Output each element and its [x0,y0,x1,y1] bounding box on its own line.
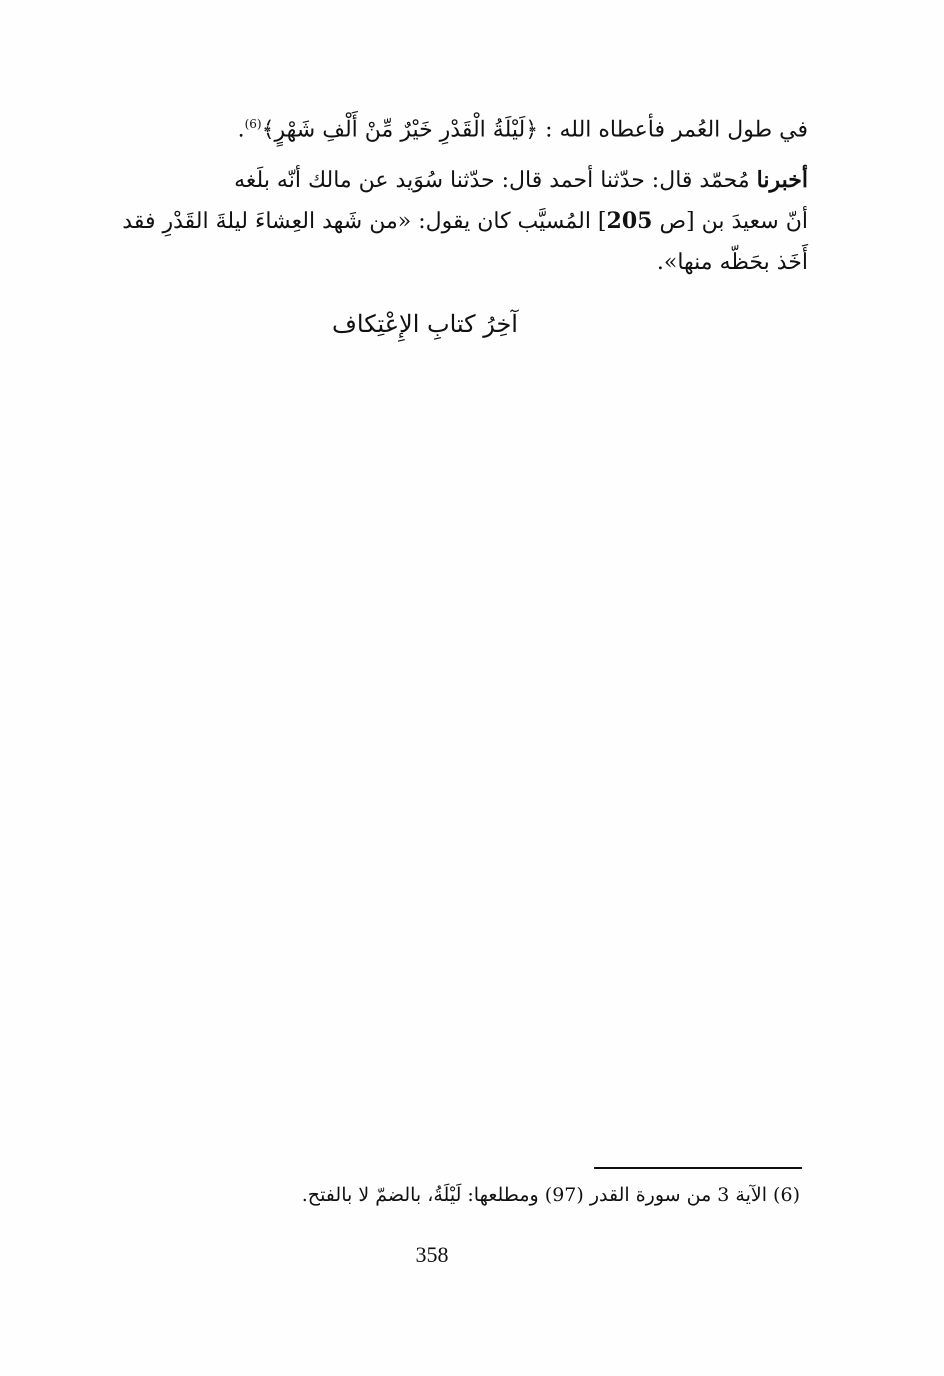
text-line-4 [70,242,808,283]
footnote-divider [594,1167,802,1169]
text-segment: أنّ سعيدَ بن [ص [659,209,808,234]
text-segment: أَخَذ بحَظّه منها». [656,250,808,275]
narration-lead: أخبرنا [756,167,808,193]
manuscript-page-ref: 205 [606,208,653,234]
footnote-text: (6) الآية 3 من سورة القدر (97) ومطلعها: لَيْلَةُ، بالضمّ لا بالفتح. [301,1184,800,1206]
text-line-1 [70,104,808,150]
line-end-punct: . [237,117,245,143]
footnote-reference: (6) [244,117,262,131]
chapter-colophon: آخِرُ كتابِ الإِعْتِكاف [332,310,518,338]
text-line-3 [70,201,808,242]
verse-line: في طول العُمر فأعطاه الله : ﴿لَيْلَةُ الْقَدْرِ خَيْرٌ مِّنْ أَلْفِ شَهْرٍ﴾ [261,117,808,143]
text-segment: ] المُسيَّب كان يقول: «من شَهد العِشاءَ ليلةَ القَدْرِ فقد [122,209,607,234]
text-line-2 [70,160,808,201]
narration-chain: مُحمّد قال: حدّثنا أحمد قال: حدّثنا سُوَيد عن مالك أنّه بلَغه [234,168,750,193]
page-number: 358 [415,1242,449,1267]
main-text [70,104,808,150]
hadith-paragraph [70,160,808,283]
